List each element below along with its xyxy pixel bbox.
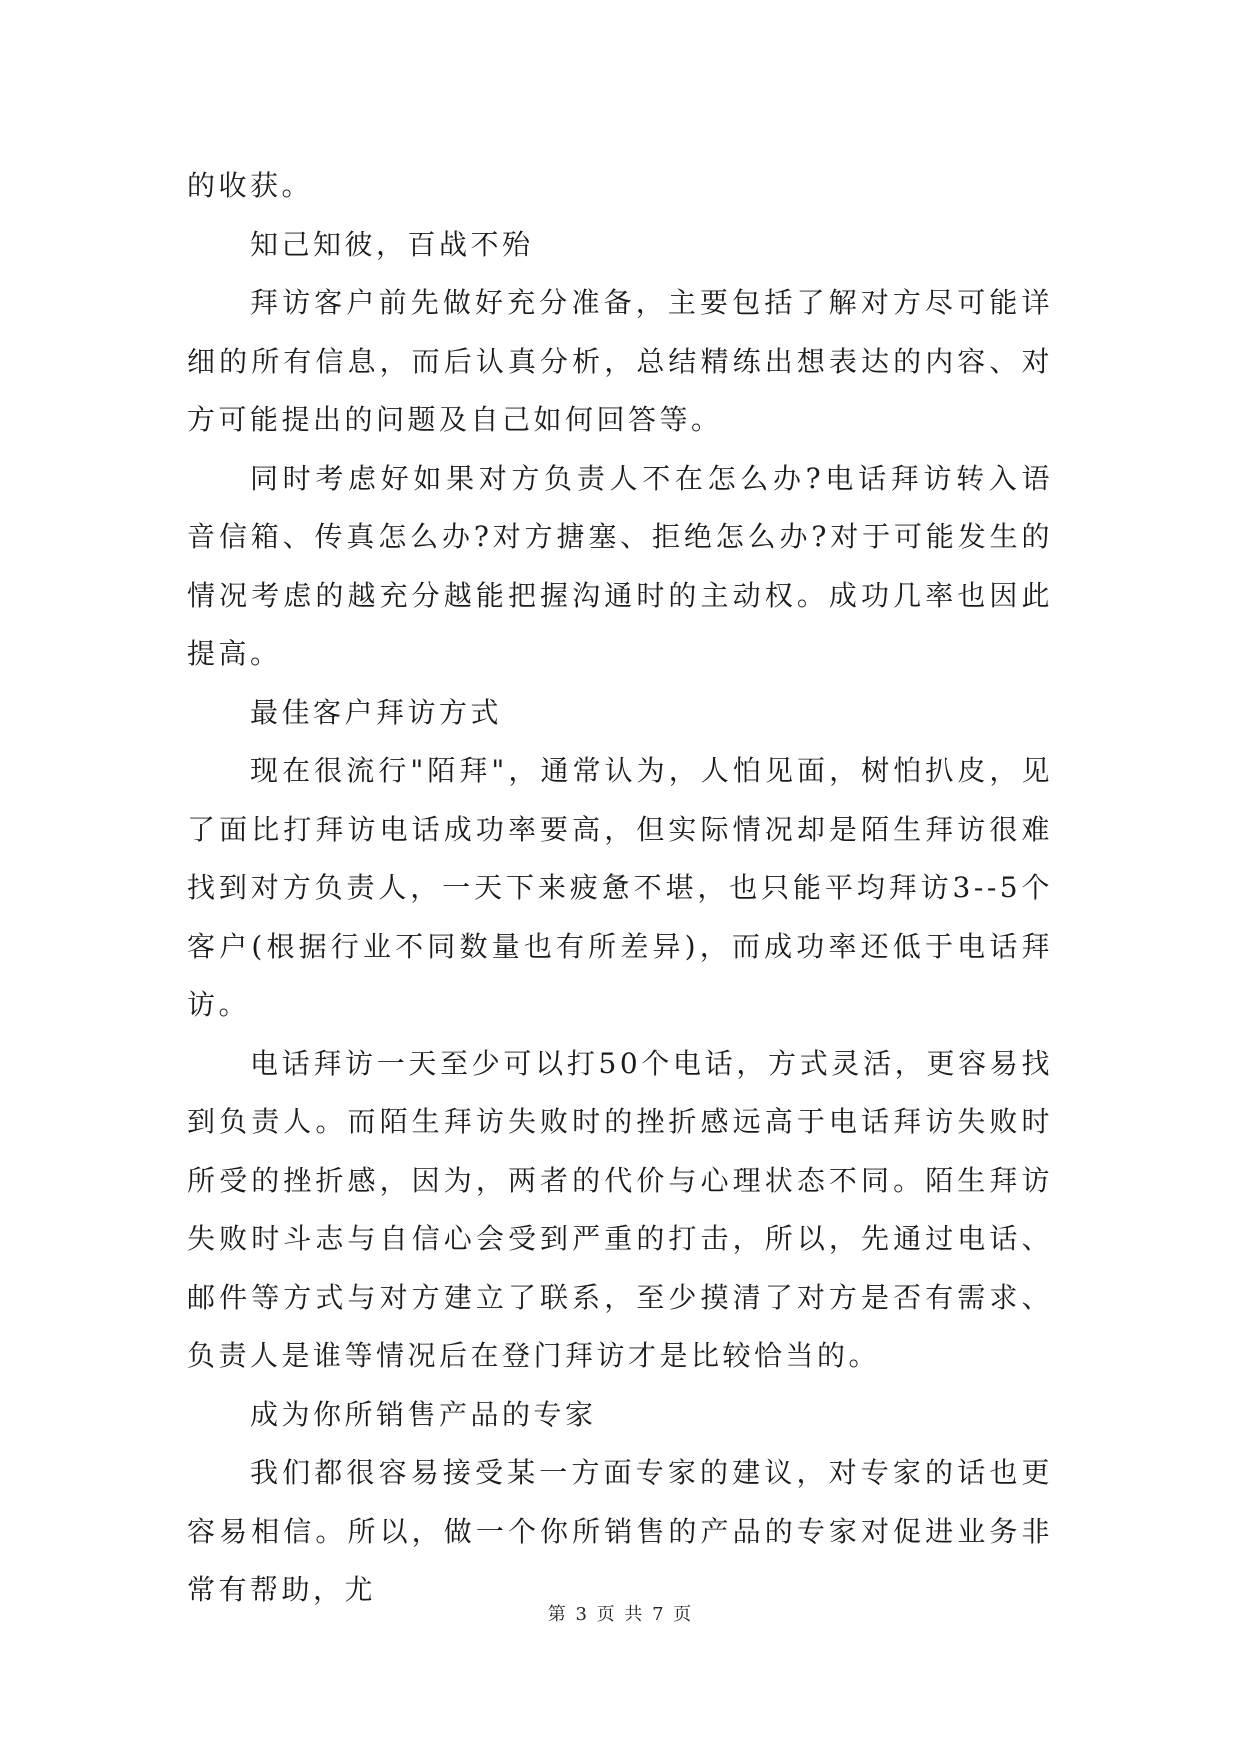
paragraph-cold-visit: 现在很流行"陌拜"，通常认为，人怕见面，树怕扒皮，见了面比打拜访电话成功率要高，但实际情况却是陌生拜访很难找到对方负责人，一天下来疲惫不堪，也只能平均拜访3--5个客户(根据行业不同数量也有所差异)，而成功率还低于电话拜访。 bbox=[187, 754, 1053, 1021]
section-heading-product-expert: 成为你所销售产品的专家 bbox=[250, 1397, 597, 1431]
section-heading-know-yourself: 知己知彼，百战不殆 bbox=[250, 227, 534, 261]
paragraph-preparation: 拜访客户前先做好充分准备，主要包括了解对方尽可能详细的所有信息，而后认真分析，总结精练出想表达的内容、对方可能提出的问题及自己如何回答等。 bbox=[187, 286, 1053, 436]
paragraph-expert-advice: 我们都很容易接受某一方面专家的建议，对专家的话也更容易相信。所以，做一个你所销售的产品的专家对促进业务非常有帮助，尤 bbox=[187, 1456, 1053, 1606]
paragraph-continuation: 的收获。 bbox=[187, 169, 314, 202]
paragraph-contingency: 同时考虑好如果对方负责人不在怎么办?电话拜访转入语音信箱、传真怎么办?对方搪塞、拒绝怎么办?对于可能发生的情况考虑的越充分越能把握沟通时的主动权。成功几率也因此提高。 bbox=[187, 461, 1053, 670]
page-footer: 第 3 页 共 7 页 bbox=[547, 1604, 694, 1625]
document-body bbox=[187, 157, 1053, 1620]
section-heading-best-visit-method: 最佳客户拜访方式 bbox=[250, 695, 503, 729]
paragraph-phone-visit: 电话拜访一天至少可以打50个电话，方式灵活，更容易找到负责人。而陌生拜访失败时的挫折感远高于电话拜访失败时所受的挫折感，因为，两者的代价与心理状态不同。陌生拜访失败时斗志与自信心会受到严重的打击，所以，先通过电话、邮件等方式与对方建立了联系，至少摸清了对方是否有需求、负责人是谁等情况后在登门拜访才是比较恰当的。 bbox=[187, 1046, 1053, 1372]
